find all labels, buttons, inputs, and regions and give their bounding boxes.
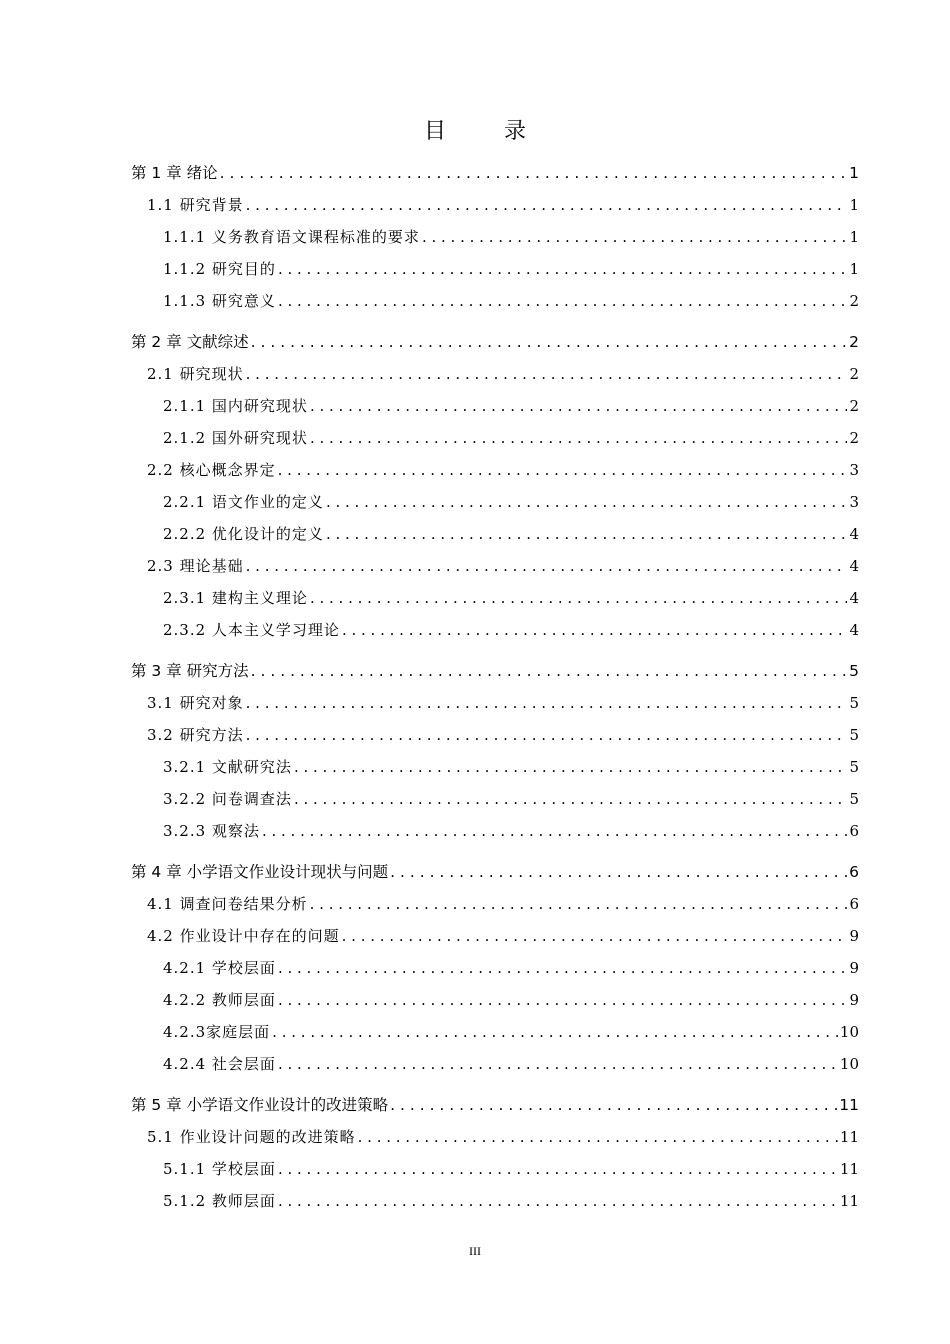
dot-leader	[310, 427, 848, 449]
toc-entry-label: 第 2 章 文献综述	[131, 333, 249, 351]
toc-entry-page: 4	[849, 557, 859, 575]
toc-entry-page: 9	[849, 927, 859, 945]
toc-entry-label: 2.1.2 国外研究现状	[163, 429, 308, 447]
toc-entry-page: 2	[849, 365, 859, 383]
toc-entry[interactable]	[163, 258, 859, 280]
toc-entry-page: 1	[849, 164, 859, 182]
toc-entry[interactable]	[163, 957, 859, 979]
dot-leader	[278, 1158, 838, 1180]
toc-entry-page: 3	[849, 493, 859, 511]
toc-entry-label: 2.2 核心概念界定	[147, 461, 276, 479]
dot-leader	[246, 194, 848, 216]
toc-entry-page: 11	[839, 1192, 859, 1210]
toc-entry[interactable]	[163, 587, 859, 609]
toc-entry[interactable]	[131, 660, 859, 682]
toc-entry-label: 第 1 章 绪论	[131, 164, 218, 182]
toc-entry[interactable]	[163, 523, 859, 545]
toc-entry-page: 5	[849, 694, 859, 712]
toc-entry[interactable]	[131, 1094, 859, 1116]
toc-entry-label: 第 3 章 研究方法	[131, 662, 249, 680]
toc-entry[interactable]	[147, 925, 859, 947]
toc-entry[interactable]	[147, 363, 859, 385]
toc-entry[interactable]	[163, 1053, 859, 1075]
toc-entry-page: 6	[849, 822, 859, 840]
toc-entry[interactable]	[163, 788, 859, 810]
dot-leader	[278, 989, 848, 1011]
dot-leader	[278, 258, 848, 280]
toc-entry-label: 3.2.2 问卷调查法	[163, 790, 292, 808]
toc-entry[interactable]	[163, 619, 859, 641]
toc-entry-page: 11	[839, 1160, 859, 1178]
toc-entry-page: 11	[839, 1128, 859, 1146]
toc-entry[interactable]	[163, 226, 859, 248]
toc-entry-label: 3.2.3 观察法	[163, 822, 260, 840]
toc-entry-label: 3.2.1 文献研究法	[163, 758, 292, 776]
dot-leader	[358, 1126, 838, 1148]
dot-leader	[278, 459, 848, 481]
dot-leader	[246, 555, 848, 577]
toc-entry-page: 5	[849, 726, 859, 744]
page-number-footer: III	[469, 1244, 481, 1258]
toc-entry-page: 11	[839, 1096, 859, 1114]
toc-entry-label: 4.2.1 学校层面	[163, 959, 276, 977]
toc-entry[interactable]	[163, 395, 859, 417]
toc-entry[interactable]	[147, 194, 859, 216]
dot-leader	[390, 861, 847, 883]
toc-entry[interactable]	[163, 1190, 859, 1212]
toc-entry-page: 4	[849, 525, 859, 543]
toc-entry-label: 第 4 章 小学语文作业设计现状与问题	[131, 863, 389, 881]
dot-leader	[310, 395, 848, 417]
dot-leader	[422, 226, 848, 248]
toc-entry[interactable]	[147, 724, 859, 746]
dot-leader	[342, 925, 848, 947]
toc-entry-page: 9	[849, 959, 859, 977]
toc-entry-page: 4	[849, 621, 859, 639]
dot-leader	[310, 893, 848, 915]
toc-entry-page: 1	[849, 228, 859, 246]
toc-entry-label: 2.3 理论基础	[147, 557, 244, 575]
toc-entry-label: 5.1 作业设计问题的改进策略	[147, 1128, 356, 1146]
dot-leader	[251, 331, 847, 353]
toc-entry-label: 2.2.2 优化设计的定义	[163, 525, 324, 543]
toc-entry[interactable]	[163, 1021, 859, 1043]
toc-entry-page: 2	[849, 292, 859, 310]
dot-leader	[278, 1053, 838, 1075]
toc-entry[interactable]	[131, 331, 859, 353]
toc-entry-label: 2.2.1 语文作业的定义	[163, 493, 324, 511]
toc-entry-page: 3	[849, 461, 859, 479]
toc-entry-page: 4	[849, 589, 859, 607]
toc-entry[interactable]	[163, 820, 859, 842]
dot-leader	[278, 1190, 838, 1212]
dot-leader	[246, 692, 848, 714]
toc-entry-label: 4.2.4 社会层面	[163, 1055, 276, 1073]
toc-entry-page: 1	[849, 260, 859, 278]
toc-entry-label: 1.1 研究背景	[147, 196, 244, 214]
toc-entry-page: 1	[849, 196, 859, 214]
toc-entry-page: 2	[849, 397, 859, 415]
toc-entry-page: 5	[849, 662, 859, 680]
dot-leader	[310, 587, 848, 609]
dot-leader	[294, 756, 848, 778]
toc-entry-label: 4.1 调查问卷结果分析	[147, 895, 308, 913]
toc-entry-page: 6	[849, 863, 859, 881]
toc-entry-page: 10	[839, 1023, 859, 1041]
toc-entry[interactable]	[163, 491, 859, 513]
dot-leader	[246, 363, 848, 385]
dot-leader	[220, 162, 847, 184]
dot-leader	[278, 957, 848, 979]
toc-entry-page: 5	[849, 790, 859, 808]
dot-leader	[251, 660, 847, 682]
toc-entry-page: 9	[849, 991, 859, 1009]
toc-entry-label: 5.1.2 教师层面	[163, 1192, 276, 1210]
dot-leader	[294, 788, 848, 810]
toc-entry[interactable]	[147, 555, 859, 577]
toc-entry-label: 2.3.2 人本主义学习理论	[163, 621, 340, 639]
toc-entry[interactable]	[163, 1158, 859, 1180]
toc-entry-label: 2.3.1 建构主义理论	[163, 589, 308, 607]
toc-entry-page: 10	[839, 1055, 859, 1073]
toc-entry[interactable]	[131, 162, 859, 184]
toc-entry[interactable]	[163, 290, 859, 312]
toc-entry-label: 2.1.1 国内研究现状	[163, 397, 308, 415]
toc-entry-label: 2.1 研究现状	[147, 365, 244, 383]
toc-entry-label: 1.1.2 研究目的	[163, 260, 276, 278]
dot-leader	[246, 724, 848, 746]
toc-entry-label: 4.2 作业设计中存在的问题	[147, 927, 340, 945]
toc-entry-label: 3.2 研究方法	[147, 726, 244, 744]
toc-entry-page: 5	[849, 758, 859, 776]
dot-leader	[390, 1094, 837, 1116]
toc-entry-page: 2	[849, 429, 859, 447]
toc-entry[interactable]	[147, 1126, 859, 1148]
toc-entry-label: 1.1.3 研究意义	[163, 292, 276, 310]
toc-entry[interactable]	[163, 427, 859, 449]
toc-entry-label: 4.2.2 教师层面	[163, 991, 276, 1009]
toc-entry-page: 6	[849, 895, 859, 913]
toc-entry-label: 1.1.1 义务教育语文课程标准的要求	[163, 228, 420, 246]
toc-entry[interactable]	[147, 459, 859, 481]
toc-entry-label: 第 5 章 小学语文作业设计的改进策略	[131, 1096, 389, 1114]
toc-entry[interactable]	[163, 756, 859, 778]
dot-leader	[326, 491, 848, 513]
toc-entry[interactable]	[147, 692, 859, 714]
dot-leader	[262, 820, 848, 842]
toc-entry-page: 2	[849, 333, 859, 351]
toc-entry-label: 5.1.1 学校层面	[163, 1160, 276, 1178]
dot-leader	[278, 290, 848, 312]
toc-entry[interactable]	[147, 893, 859, 915]
toc-entry[interactable]	[163, 989, 859, 1011]
dot-leader	[342, 619, 848, 641]
page-title: 目 录	[423, 119, 544, 144]
toc-entry-label: 4.2.3家庭层面	[163, 1023, 271, 1041]
toc-entry-label: 3.1 研究对象	[147, 694, 244, 712]
toc-entry[interactable]	[131, 861, 859, 883]
dot-leader	[272, 1021, 838, 1043]
dot-leader	[326, 523, 848, 545]
